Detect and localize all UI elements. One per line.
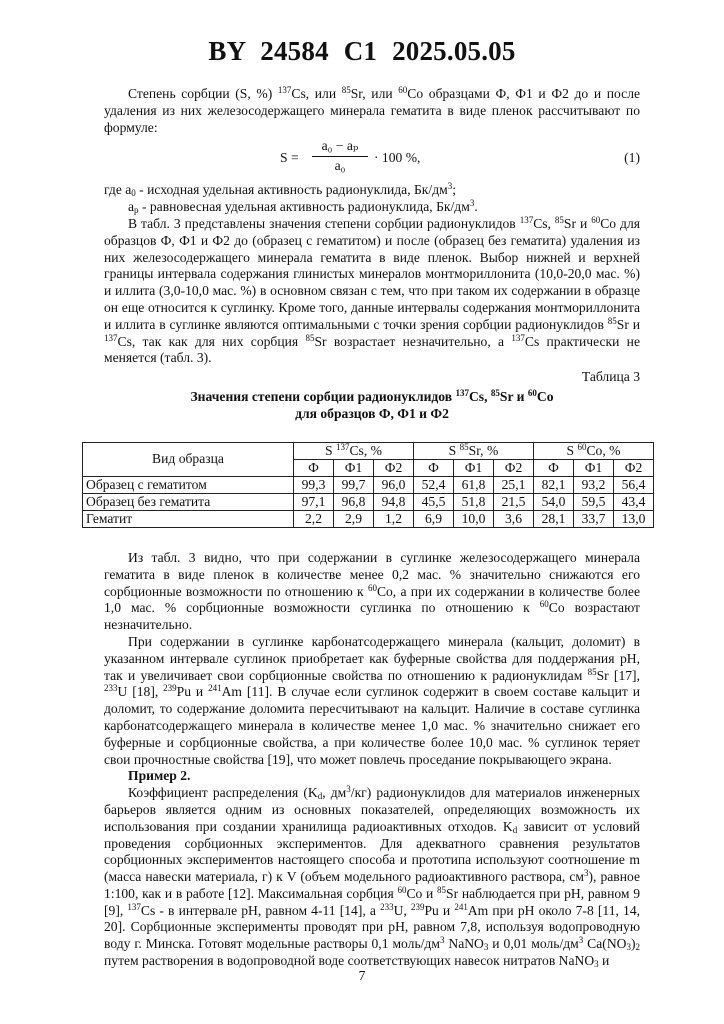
column-group-cs: S $^{137}$Cs, %: [294, 442, 414, 459]
table-title: Значения степени сорбции радионуклидов $^{137}$Cs, $^{85}$Sr и $^{60}$Co для образцов Ф, Ф1 и Ф2: [190, 387, 554, 421]
formula-1: S = $\frac{\text{a₀ − aₚ}}{\text{a₀}}$ · 100 %, (1): [280, 138, 640, 174]
patent-header: BY 24584 C1 2025.05.05: [208, 36, 516, 66]
sorption-table: [82, 442, 654, 528]
subheader: Ф1: [334, 459, 374, 476]
example-heading: Пример 2.: [128, 768, 191, 784]
paragraph-carbonate: При содержании в суглинке карбонатсодержащего минерала (кальцит, доломит) в указанном интервале суглинок приобретает как буферные свойства для поддержания pH, так и увеличивает свои сорбционные свойства по отношению к радионуклидам $^{85}$Sr [17], $^{233}$U [18], $^{239}$Pu и $^{241}$Am [11]. В случае если суглинок содержит в своем составе кальцит и доломит, то содержание доломита пересчитывают на кальцит. Наличие в составе суглинка карбонатсодержащего минерала в количестве менее 1,0 мас. % значительно снижает его буферные и сорбционные свойства, а при количестве более 10,0 мас. % суглинок теряет свои прочностные свойства [19], что может повлечь проседание покрывающего экрана.: [104, 633, 640, 767]
subheader: Ф2: [494, 459, 534, 476]
where-line-1: где $a_0$ - исходная удельная активность радионуклида, $Бк/дм^3$;: [104, 181, 456, 199]
subheader: Ф1: [454, 459, 494, 476]
row-label: Образец с гематитом: [83, 476, 294, 493]
formula-fraction: $\frac{\text{a₀ − aₚ}}{\text{a₀}}$: [312, 138, 368, 175]
row-label: Образец без гематита: [83, 493, 294, 510]
subheader: Ф: [414, 459, 454, 476]
equation-number: (1): [624, 150, 640, 166]
subheader: Ф2: [374, 459, 414, 476]
subheader: Ф: [294, 459, 334, 476]
page-number: 7: [358, 968, 366, 983]
intro-paragraph: Степень сорбции (S, %) $^{137}$Cs, или $^{85}$Sr, или $^{60}$Co образцами Ф, Ф1 и Ф2 до и после удаления из них железосодержащего минерала гематита в виде пленок рассчитывают по формуле:: [104, 85, 641, 135]
subheader: Ф1: [574, 459, 614, 476]
paragraph-table-analysis: Из табл. 3 видно, что при содержании в суглинке железосодержащего минерала гематита в виде пленок в количестве менее 0,2 мас. % значительно снижаются его сорбционные возможности по отношению к $^{60}$Co, а при их содержании в количестве более 1,0 мас. % сорбционные возможности суглинка по отношению к $^{60}$Co возрастают незначительно.: [104, 549, 640, 633]
paragraph-table-intro: В табл. 3 представлены значения степени сорбции радионуклидов $^{137}$Cs, $^{85}$Sr и $^{60}$Co для образцов Ф, Ф1 и Ф2 до (образец с гематитом) и после (образец без гематита) удаления из них железосодержащего минерала гематита в виде пленок. Выбор нижней и верхней границы интервала содержания глинистых минералов монтмориллонита (10,0-20,0 мас. %) и иллита (3,0-10,0 мас. %) в основном связан с тем, что при таком их содержании в образце он еще относится к суглинку. Кроме того, данные интервалы содержания монтмориллонита и иллита в суглинке являются оптимальными с точки зрения сорбции радионуклидов $^{85}$Sr и $^{137}$Cs, так как для них сорбция $^{85}$Sr возрастает незначительно, а $^{137}$Cs практически не меняется (табл. 3).: [104, 214, 640, 366]
subheader: Ф: [534, 459, 574, 476]
column-group-co: S $^{60}$Co, %: [534, 442, 654, 459]
where-line-2: $a_p$ - равновесная удельная активность радионуклида, $Бк/дм^3$.: [128, 198, 478, 216]
table-label: Таблица 3: [581, 369, 640, 385]
table-row: Образец с гематитом 99,3 99,7 96,0 52,4 61,8 25,1 82,1 93,2 56,4: [83, 476, 654, 493]
column-header-sample: Вид образца: [83, 442, 294, 476]
document-body: [86, 85, 646, 970]
table-header-row: [83, 442, 654, 459]
paragraph-distribution-coefficient: Коэффициент распределения ($K_d$, $дм^3/кг$) радионуклидов для материалов инженерных барьеров является одним из основных показателей, определяющих возможность их использования при создании хранилища радиоактивных отходов. $K_d$ зависит от условий проведения сорбционных экспериментов. Для адекватного сравнения результатов сорбционных экспериментов настоящего способа и прототипа используют соотношение m (масса навески материала, г) к V (объем модельного радиоактивного раствора, $см^3$), равное 1:100, как и в работе [12]. Максимальная сорбция $^{60}$Co и $^{85}$Sr наблюдается при pH, равном 9 [9], $^{137}$Cs - в интервале pH, равном 4-11 [14], а $^{233}$U, $^{239}$Pu и $^{241}$Am при pH около 7-8 [11, 14, 20]. Сорбционные эксперименты проводят при pH, равном 7,8, используя водопроводную воду г. Минска. Готовят модельные растворы 0,1 моль/$дм^3$ NaNO$_3$ и 0,01 моль/$дм^3$ $Ca(NO_3)_2$ путем растворения в водопроводной воде соответствующих навесок нитратов NaNO$_3$ и: [104, 784, 641, 970]
column-group-sr: S $^{85}$Sr, %: [414, 442, 534, 459]
table-row: Гематит 2,2 2,9 1,2 6,9 10,0 3,6 28,1 33,7 13,0: [83, 510, 654, 527]
subheader: Ф2: [614, 459, 654, 476]
row-label: Гематит: [83, 510, 294, 527]
table-row: Образец без гематита 97,1 96,8 94,8 45,5 51,8 21,5 54,0 59,5 43,4: [83, 493, 654, 510]
